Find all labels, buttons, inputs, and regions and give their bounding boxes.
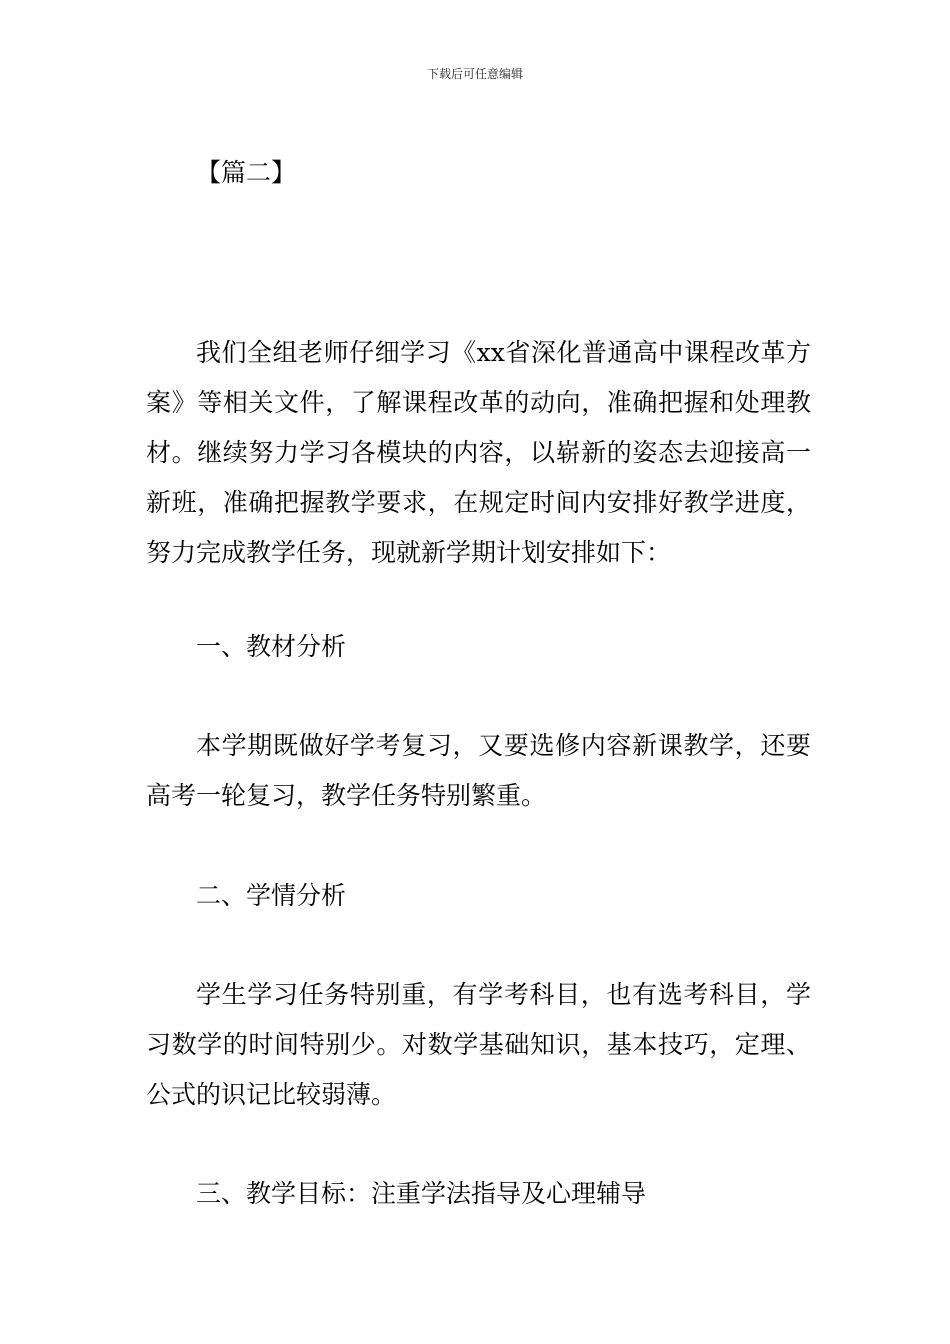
section-paragraph-student-analysis: 学生学习任务特别重，有学考科目，也有选考科目，学习数学的时间特别少。对数学基础知识，基本技巧，定理、公式的识记比较弱薄。: [146, 980, 811, 1109]
intro-paragraph: 我们全组老师仔细学习《xx省深化普通高中课程改革方案》等相关文件，了解课程改革的动向，准确把握和处理教材。继续努力学习各模块的内容，以崭新的姿态去迎接高一新班，准确把握教学要求，在规定时间内安排好教学进度，努力完成教学任务，现就新学期计划安排如下：: [146, 338, 811, 567]
section-heading-student-analysis: 二、学情分析: [196, 881, 347, 910]
section-heading-teaching-goals: 三、教学目标：注重学法指导及心理辅导: [196, 1179, 647, 1208]
section-paragraph-textbook-analysis: 本学期既做好学考复习，又要选修内容新课教学，还要高考一轮复习，教学任务特别繁重。: [146, 731, 811, 810]
section-heading-textbook-analysis: 一、教材分析: [196, 632, 347, 661]
header-note: 下载后可任意编辑: [426, 67, 523, 81]
section-tag: 【篇二】: [196, 158, 297, 187]
